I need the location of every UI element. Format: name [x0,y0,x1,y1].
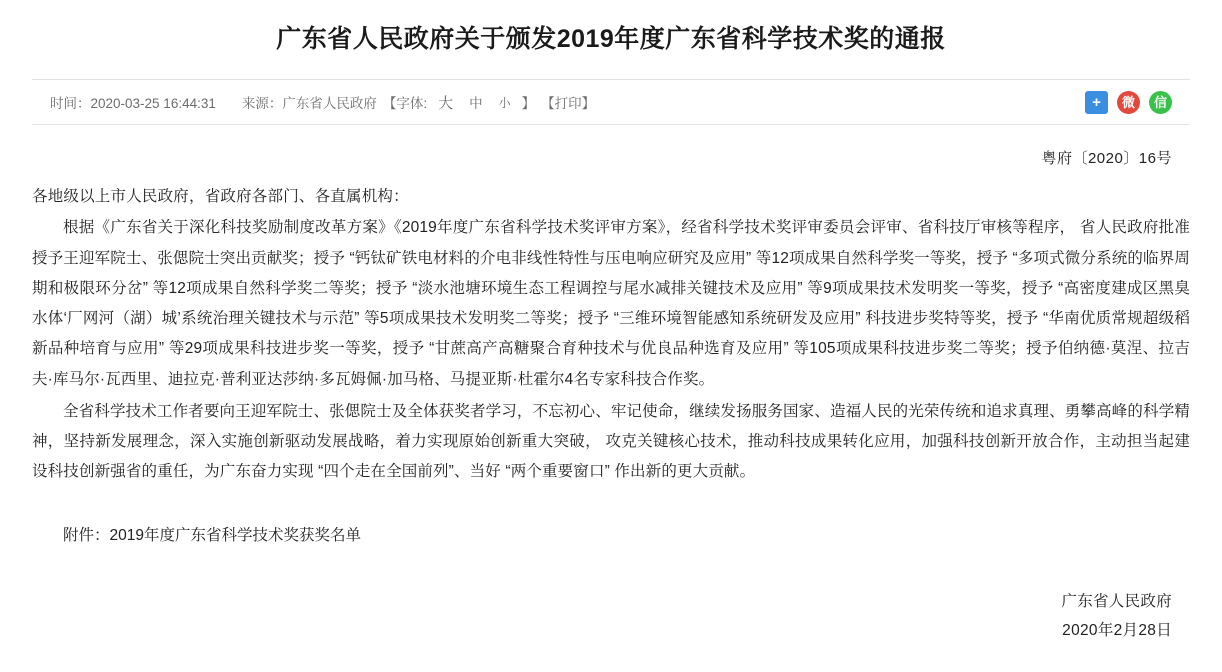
print-button[interactable]: 【打印】 [541,96,596,111]
share-bar [1085,91,1172,114]
fontsize-medium-button[interactable]: 中 [469,96,483,111]
weibo-icon[interactable]: 微 [1117,91,1140,114]
page-title: 广东省人民政府关于颁发2019年度广东省科学技术奖的通报 [276,25,946,53]
fontsize-close-bracket: 】 [521,96,536,111]
meta-info [50,92,595,113]
document-body [0,147,1222,646]
paragraph-1: 根据《广东省关于深化科技奖励制度改革方案》《2019年度广东省科学技术奖评审方案》，经省科学技术奖评审委员会评审、省科技厅审核等程序， 省人民政府批准授予王迎军院士、张偲院士突出贡献奖；授予 “钙钛矿铁电材料的介电非线性特性与压电响应研究及应用” 等12项成果自然科学奖一等奖，授予 “多项式微分系统的临界周期和极限环分岔” 等12项成果自然科学奖二等奖；授予 “淡水池塘环境生态工程调控与尾水减排关键技术及应用” 等9项成果技术发明奖一等奖，授予 “高密度建成区黑臭水体‘厂网河（湖）城’系统治理关键技术与示范” 等5项成果技术发明奖二等奖；授予 “三维环境智能感知系统研发及应用” 科技进步奖特等奖，授予 “华南优质常规超级稻新品种培育与应用” 等29项成果科技进步奖一等奖，授予 “甘蔗高产高糖聚合育种技术与优良品种选育及应用” 等105项成果科技进步奖二等奖；授予伯纳德·莫涅、拉吉夫·库马尔·瓦西里、迪拉克·普利亚达莎纳·多瓦姆佩·加马格、马提亚斯·杜霍尔4名专家科技合作奖。 [32,219,1190,388]
attachment-line: 附件：2019年度广东省科学技术奖获奖名单 [63,527,361,545]
share-icon[interactable]: + [1085,91,1108,114]
fontsize-large-button[interactable]: 大 [438,94,454,112]
fontsize-label: 【字体: [382,96,428,111]
wechat-icon[interactable]: 信 [1149,91,1172,114]
salutation: 各地级以上市人民政府，省政府各部门、各直属机构： [32,188,409,205]
paragraph-2: 全省科学技术工作者要向王迎军院士、张偲院士及全体获奖者学习，不忘初心、牢记使命，继续发扬服务国家、造福人民的光荣传统和追求真理、勇攀高峰的科学精神，坚持新发展理念，深入实施创新驱动发展战略，着力实现原始创新重大突破， 攻克关键核心技术，推动科技成果转化应用，加强科技创新开放合作，主动担当起建设科技创新强省的重任，为广东奋力实现 “四个走在全国前列”、当好 “两个重要窗口” 作出新的更大贡献。 [32,402,1190,481]
sign-date: 2020年2月28日 [1062,622,1172,640]
document-number: 粤府〔2020〕16号 [1041,150,1172,167]
publish-time: 时间：2020-03-25 16:44:31 [50,96,216,111]
fontsize-small-button[interactable]: 小 [498,95,511,110]
signature-block [32,587,1190,646]
signer-name: 广东省人民政府 [1061,592,1172,610]
source-label: 来源：广东省人民政府 [241,96,377,111]
title-bar [0,0,1222,73]
meta-bar [32,79,1190,125]
